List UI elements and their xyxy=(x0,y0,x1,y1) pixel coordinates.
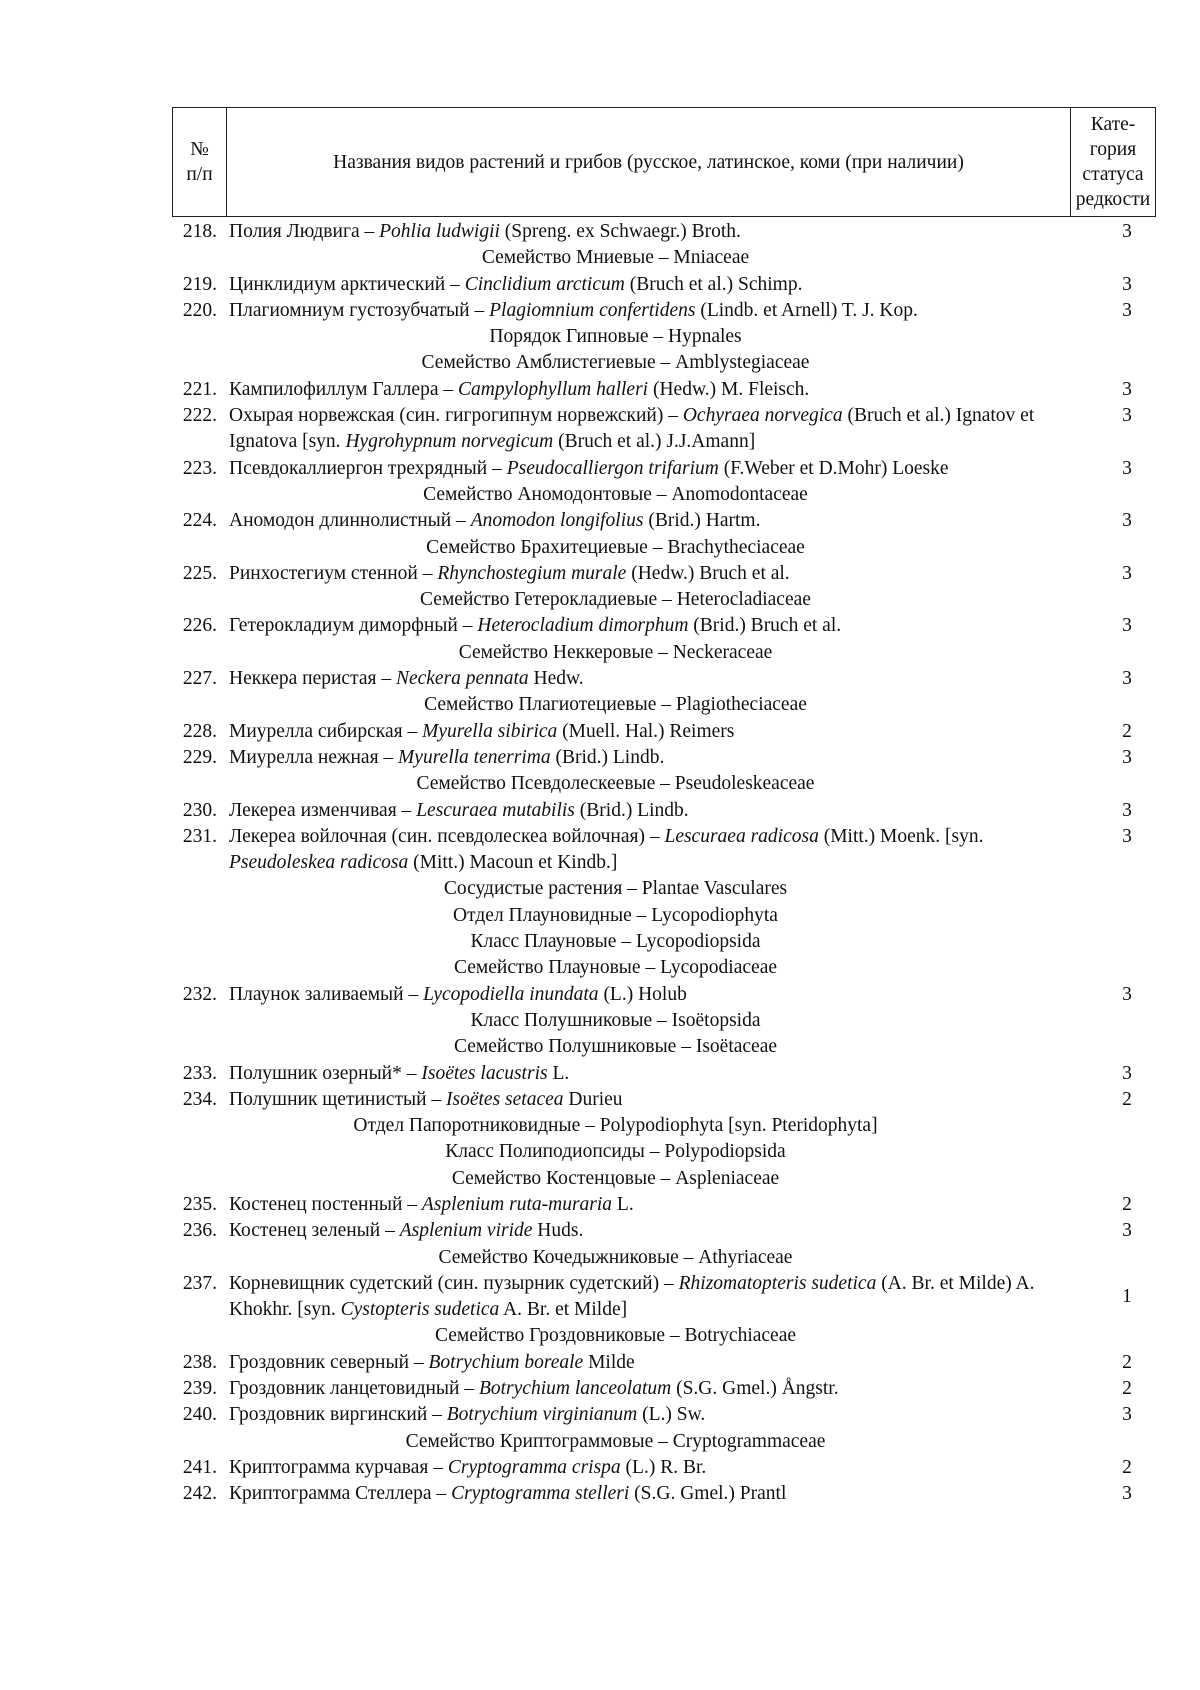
species-list xyxy=(172,219,1156,1508)
russian-name: Ринхостегиум стенной – xyxy=(229,562,438,584)
species-name xyxy=(229,1061,1059,1087)
author-citation: (S.G. Gmel.) Prantl xyxy=(629,1483,787,1505)
species-name xyxy=(229,272,1059,298)
species-name xyxy=(229,1402,1059,1428)
latin-name: Lescuraea mutabilis xyxy=(416,799,575,821)
species-number: 224. xyxy=(182,510,217,532)
russian-name: Гроздовник виргинский – xyxy=(229,1404,447,1426)
author-citation: (Bruch et al.) Schimp. xyxy=(624,273,803,295)
author-citation: (Hedw.) M. Fleisch. xyxy=(648,378,810,400)
species-name xyxy=(229,613,1059,639)
russian-name: Гроздовник северный – xyxy=(229,1351,429,1373)
rarity-category: 3 xyxy=(1122,299,1132,321)
latin-name: Lescuraea radicosa xyxy=(664,825,819,847)
species-row xyxy=(172,1087,1156,1113)
synonym-latin-name: Cystopteris sudetica xyxy=(340,1299,500,1321)
species-name xyxy=(229,745,1059,771)
species-number: 219. xyxy=(182,273,217,295)
latin-name: Pseudocalliergon trifarium xyxy=(506,457,719,479)
russian-name: Миурелла сибирская – xyxy=(229,720,423,742)
species-name xyxy=(229,1192,1059,1218)
species-row xyxy=(172,824,1156,877)
author-citation: (L.) Sw. xyxy=(637,1404,706,1426)
header-species-name: Названия видов растений и грибов (русское, латинское, коми (при наличии) xyxy=(227,108,1071,216)
taxon-group-heading: Класс Плауновые – Lycopodiopsida xyxy=(470,931,761,953)
species-number: 236. xyxy=(182,1220,217,1242)
latin-name: Isoëtes lacustris xyxy=(421,1062,548,1084)
rarity-category: 2 xyxy=(1122,1351,1132,1373)
author-citation: Durieu xyxy=(563,1088,623,1110)
species-number: 220. xyxy=(182,299,217,321)
rarity-category: 3 xyxy=(1122,668,1132,690)
species-name xyxy=(229,1376,1059,1402)
species-number: 229. xyxy=(182,746,217,768)
species-number: 234. xyxy=(182,1088,217,1110)
synonym-author-citation: (Mitt.) Macoun et Kindb.] xyxy=(408,852,618,874)
author-citation: L. xyxy=(547,1062,570,1084)
author-citation: (L.) Holub xyxy=(598,983,687,1005)
taxon-group-heading: Семейство Плауновые – Lycopodiaceae xyxy=(453,957,778,979)
species-number: 221. xyxy=(182,378,217,400)
latin-name: Botrychium lanceolatum xyxy=(478,1378,672,1400)
latin-name: Lycopodiella inundata xyxy=(423,983,599,1005)
author-citation: (Brid.) Bruch et al. xyxy=(688,615,842,637)
rarity-category: 3 xyxy=(1122,825,1132,847)
rarity-category: 3 xyxy=(1122,1220,1132,1242)
russian-name: Гетерокладиум диморфный – xyxy=(229,615,478,637)
species-number: 240. xyxy=(182,1404,217,1426)
taxon-group-heading: Семейство Мниевые – Mniaceae xyxy=(481,247,750,269)
species-number: 241. xyxy=(182,1456,217,1478)
russian-name: Полушник щетинистый – xyxy=(229,1088,447,1110)
species-number: 231. xyxy=(182,825,217,847)
synonym-latin-name: Hygrohypnum norvegicum xyxy=(345,431,554,453)
taxon-group-heading: Семейство Амблистегиевые – Amblystegiaceae xyxy=(421,352,810,374)
species-row xyxy=(172,613,1156,639)
latin-name: Myurella tenerrima xyxy=(398,746,551,768)
species-row xyxy=(172,1481,1156,1507)
russian-name: Лекереа войлочная (син. псевдолескеа войлочная) – xyxy=(229,825,665,847)
russian-name: Корневищник судетский (син. пузырник судетский) – xyxy=(229,1272,679,1294)
rarity-category: 3 xyxy=(1122,1404,1132,1426)
author-citation: Huds. xyxy=(532,1220,584,1242)
rarity-category: 3 xyxy=(1122,378,1132,400)
latin-name: Anomodon longifolius xyxy=(470,510,644,532)
species-number: 226. xyxy=(182,615,217,637)
rarity-category: 3 xyxy=(1122,1062,1132,1084)
latin-name: Cinclidium arcticum xyxy=(464,273,625,295)
species-name xyxy=(229,403,1059,456)
rarity-category: 3 xyxy=(1122,746,1132,768)
latin-name: Neckera pennata xyxy=(395,668,529,690)
species-name xyxy=(229,456,1059,482)
latin-name: Plagiomnium confertidens xyxy=(489,299,696,321)
species-name xyxy=(229,508,1059,534)
author-citation: (Muell. Hal.) Reimers xyxy=(557,720,735,742)
rarity-category: 3 xyxy=(1122,1483,1132,1505)
russian-name: Охырая норвежская (син. гигрогипнум норвежский) – xyxy=(229,405,683,427)
rarity-category: 3 xyxy=(1122,799,1132,821)
species-row xyxy=(172,982,1156,1008)
latin-name: Pohlia ludwigii xyxy=(379,221,500,242)
species-row xyxy=(172,1192,1156,1218)
russian-name: Лекереа изменчивая – xyxy=(229,799,417,821)
species-name xyxy=(229,1350,1059,1376)
rarity-category: 2 xyxy=(1122,1456,1132,1478)
species-row xyxy=(172,219,1156,245)
author-citation: (S.G. Gmel.) Ångstr. xyxy=(671,1378,839,1400)
taxon-group-heading: Порядок Гипновые – Hypnales xyxy=(489,326,742,348)
species-row xyxy=(172,561,1156,587)
species-row xyxy=(172,798,1156,824)
latin-name: Heterocladium dimorphum xyxy=(477,615,689,637)
species-name xyxy=(229,982,1059,1008)
latin-name: Rhizomatopteris sudetica xyxy=(678,1272,877,1294)
species-name xyxy=(229,219,1059,245)
species-name xyxy=(229,377,1059,403)
species-number: 239. xyxy=(182,1378,217,1400)
species-name xyxy=(229,798,1059,824)
russian-name: Костенец постенный – xyxy=(229,1193,422,1215)
taxon-group-heading: Отдел Плауновидные – Lycopodiophyta xyxy=(453,904,778,926)
russian-name: Плаунок заливаемый – xyxy=(229,983,424,1005)
rarity-category: 3 xyxy=(1122,273,1132,295)
latin-name: Asplenium viride xyxy=(399,1220,533,1242)
header-number: № п/п xyxy=(173,108,227,216)
taxon-group-heading: Семейство Полушниковые – Isoëtaceae xyxy=(453,1036,778,1058)
species-name xyxy=(229,1481,1059,1507)
latin-name: Myurella sibirica xyxy=(422,720,558,742)
taxon-group-heading: Семейство Псевдолескеевые – Pseudoleskeaceae xyxy=(416,773,815,795)
author-citation: (Lindb. et Arnell) T. J. Kop. xyxy=(695,299,918,321)
species-number: 218. xyxy=(182,221,217,242)
rarity-category: 3 xyxy=(1122,562,1132,584)
russian-name: Псевдокаллиергон трехрядный – xyxy=(229,457,507,479)
species-row xyxy=(172,1271,1156,1324)
rarity-category: 1 xyxy=(1122,1285,1132,1307)
author-citation: L. xyxy=(612,1193,634,1215)
species-name xyxy=(229,298,1059,324)
russian-name: Плагиомниум густозубчатый – xyxy=(229,299,490,321)
russian-name: Аномодон длиннолистный – xyxy=(229,510,471,532)
taxon-group-heading: Семейство Неккеровые – Neckeraceae xyxy=(458,641,773,663)
species-row xyxy=(172,1376,1156,1402)
latin-name: Asplenium ruta-muraria xyxy=(421,1193,613,1215)
taxon-group-heading: Семейство Костенцовые – Aspleniaceae xyxy=(451,1167,780,1189)
taxon-group-heading: Сосудистые растения – Plantae Vasculares xyxy=(443,878,788,900)
author-citation: (A. Br. et Milde) A. Khokhr. [syn. xyxy=(229,1272,1035,1321)
species-number: 223. xyxy=(182,457,217,479)
species-name xyxy=(229,666,1059,692)
species-number: 232. xyxy=(182,983,217,1005)
rarity-category: 3 xyxy=(1122,510,1132,532)
russian-name: Криптограмма курчавая – xyxy=(229,1456,448,1478)
species-row xyxy=(172,745,1156,771)
russian-name: Неккера перистая – xyxy=(229,668,396,690)
latin-name: Botrychium boreale xyxy=(428,1351,584,1373)
latin-name: Cryptogramma stelleri xyxy=(451,1483,630,1505)
species-number: 235. xyxy=(182,1193,217,1215)
species-number: 225. xyxy=(182,562,217,584)
species-number: 238. xyxy=(182,1351,217,1373)
taxon-group-heading: Класс Полиподиопсиды – Polypodiopsida xyxy=(445,1141,786,1163)
species-row xyxy=(172,377,1156,403)
author-citation: (Brid.) Hartm. xyxy=(643,510,761,532)
species-number: 228. xyxy=(182,720,217,742)
synonym-latin-name: Pseudoleskea radicosa xyxy=(229,852,409,874)
species-number: 237. xyxy=(182,1272,217,1294)
species-row xyxy=(172,1350,1156,1376)
table-header xyxy=(172,107,1156,217)
rarity-category: 2 xyxy=(1122,720,1132,742)
species-row xyxy=(172,403,1156,456)
latin-name: Cryptogramma crispa xyxy=(447,1456,621,1478)
species-number: 233. xyxy=(182,1062,217,1084)
species-row xyxy=(172,456,1156,482)
header-category: Кате- гория статуса редкости xyxy=(1075,114,1151,210)
author-citation: Hedw. xyxy=(528,668,584,690)
taxon-group-heading: Семейство Брахитециевые – Brachytheciaceae xyxy=(426,536,805,558)
species-name xyxy=(229,561,1059,587)
species-name xyxy=(229,1087,1059,1113)
latin-name: Campylophyllum halleri xyxy=(457,378,649,400)
rarity-category: 3 xyxy=(1122,221,1132,242)
taxon-group-heading: Класс Полушниковые – Isoëtopsida xyxy=(470,1009,761,1031)
species-row xyxy=(172,719,1156,745)
rarity-category: 3 xyxy=(1122,983,1132,1005)
species-name xyxy=(229,719,1059,745)
taxon-group-heading: Семейство Аномодонтовые – Anomodontaceae xyxy=(423,483,808,505)
russian-name: Полушник озерный* – xyxy=(229,1062,422,1084)
latin-name: Botrychium virginianum xyxy=(446,1404,638,1426)
latin-name: Rhynchostegium murale xyxy=(437,562,627,584)
species-number: 230. xyxy=(182,799,217,821)
species-row xyxy=(172,1402,1156,1428)
rarity-category: 3 xyxy=(1122,615,1132,637)
taxon-group-heading: Семейство Кочедыжниковые – Athyriaceae xyxy=(438,1246,793,1268)
synonym-author-citation: (Bruch et al.) J.J.Amann] xyxy=(553,431,756,453)
species-row xyxy=(172,666,1156,692)
species-name xyxy=(229,824,1059,877)
species-number: 222. xyxy=(182,405,217,427)
species-number: 242. xyxy=(182,1483,217,1505)
russian-name: Цинклидиум арктический – xyxy=(229,273,465,295)
latin-name: Isoëtes setacea xyxy=(446,1088,564,1110)
author-citation: (Hedw.) Bruch et al. xyxy=(626,562,790,584)
rarity-category: 2 xyxy=(1122,1378,1132,1400)
rarity-category: 3 xyxy=(1122,405,1132,427)
author-citation: (Mitt.) Moenk. [syn. xyxy=(818,825,984,847)
russian-name: Костенец зеленый – xyxy=(229,1220,400,1242)
author-citation: (Bruch et al.) Ignatov et Ignatova [syn. xyxy=(229,405,1035,453)
rarity-category: 3 xyxy=(1122,457,1132,479)
russian-name: Гроздовник ланцетовидный – xyxy=(229,1378,479,1400)
author-citation: Milde xyxy=(583,1351,635,1373)
species-row xyxy=(172,272,1156,298)
species-name xyxy=(229,1271,1059,1324)
taxon-group-heading: Семейство Криптограммовые – Cryptogrammaceae xyxy=(405,1430,826,1452)
species-row xyxy=(172,1455,1156,1481)
species-name xyxy=(229,1455,1059,1481)
species-name xyxy=(229,1218,1059,1244)
species-row xyxy=(172,508,1156,534)
russian-name: Миурелла нежная – xyxy=(229,746,399,768)
species-row xyxy=(172,1218,1156,1244)
rarity-category: 2 xyxy=(1122,1193,1132,1215)
species-row xyxy=(172,298,1156,324)
russian-name: Полия Людвига – xyxy=(229,221,380,242)
latin-name: Ochyraea norvegica xyxy=(682,405,843,427)
rarity-category: 2 xyxy=(1122,1088,1132,1110)
russian-name: Кампилофиллум Галлера – xyxy=(229,378,458,400)
taxon-group-heading: Семейство Гроздовниковые – Botrychiaceae xyxy=(434,1325,797,1347)
species-number: 227. xyxy=(182,668,217,690)
author-citation: (L.) R. Br. xyxy=(620,1456,707,1478)
taxon-group-heading: Семейство Гетерокладиевые – Heterocladiaceae xyxy=(420,589,811,611)
author-citation: (Brid.) Lindb. xyxy=(574,799,689,821)
taxon-group-heading: Отдел Папоротниковидные – Polypodiophyta [syn. Pteridophyta] xyxy=(353,1115,878,1137)
russian-name: Криптограмма Стеллера – xyxy=(229,1483,452,1505)
author-citation: (Spreng. ex Schwaegr.) Broth. xyxy=(499,221,741,242)
synonym-author-citation: A. Br. et Milde] xyxy=(499,1299,628,1321)
species-row xyxy=(172,1061,1156,1087)
author-citation: (Brid.) Lindb. xyxy=(550,746,665,768)
taxon-group-heading: Семейство Плагиотециевые – Plagiotheciaceae xyxy=(424,694,807,716)
author-citation: (F.Weber et D.Mohr) Loeske xyxy=(718,457,949,479)
